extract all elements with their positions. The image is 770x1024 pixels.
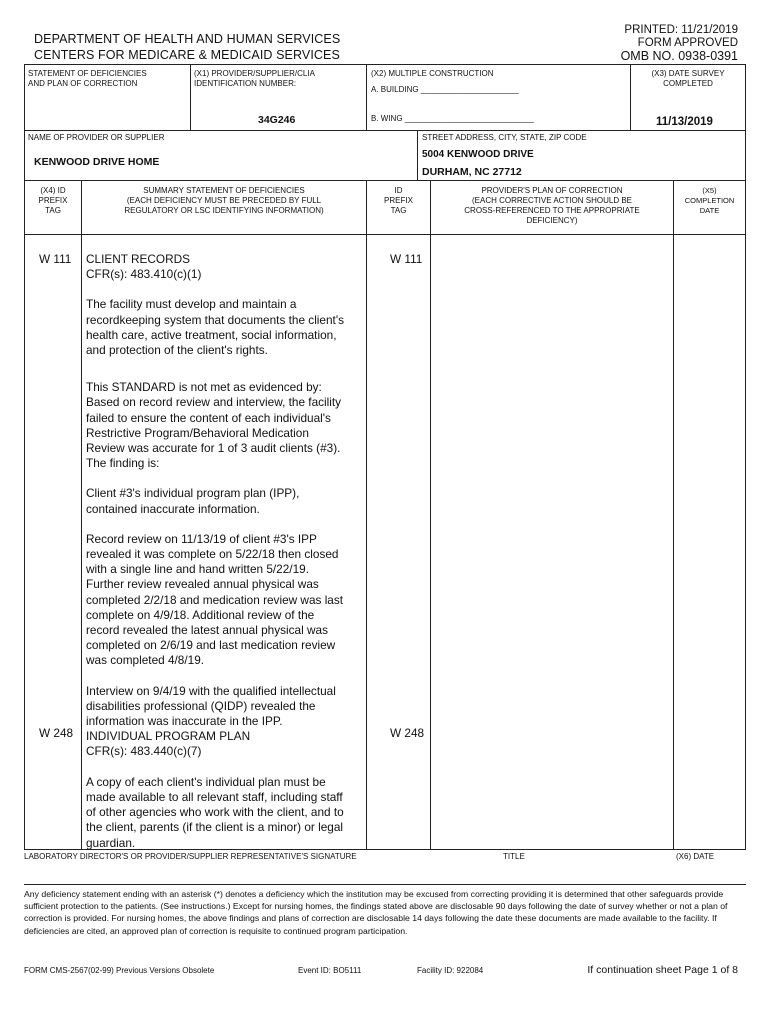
title-label: TITLE	[503, 852, 525, 861]
col-x5-header: (X5) COMPLETION DATE	[684, 186, 735, 215]
x1-label: (X1) PROVIDER/SUPPLIER/CLIA IDENTIFICATION NUMBER:	[194, 69, 315, 88]
provider-label: NAME OF PROVIDER OR SUPPLIER	[28, 133, 165, 142]
address-line-1: 5004 KENWOOD DRIVE	[422, 149, 534, 160]
w111-paragraph-4: Record review on 11/13/19 of client #3's IPP revealed it was complete on 5/22/18 then closed with a single line and hand written 5/22/19. Further review revealed annual physical was completed 2/2/18 and medication review was last complete on 4/9/18. Additional review of the record revealed the latest annual physical was completed on 2/6/19 and last medication review was completed 4/8/19.	[86, 531, 344, 668]
x2-building: A. BUILDING ______________________	[371, 85, 519, 94]
signature-label: LABORATORY DIRECTOR'S OR PROVIDER/SUPPLIER REPRESENTATIVE'S SIGNATURE	[24, 852, 357, 861]
rule-tag-col	[81, 180, 82, 849]
rule-id-row	[24, 130, 746, 131]
w248-title: INDIVIDUAL PROGRAM PLAN CFR(s): 483.440(c)(7)	[86, 729, 251, 759]
w111-title: CLIENT RECORDS CFR(s): 483.410(c)(1)	[86, 252, 202, 282]
x2-wing: B. WING _____________________________	[371, 114, 534, 123]
col-summary-header: SUMMARY STATEMENT OF DEFICIENCIES (EACH DEFICIENCY MUST BE PRECEDED BY FULL REGULATORY OR LSC IDENTIFYING INFORMATION)	[124, 186, 324, 215]
rule-top	[24, 64, 746, 65]
continuation-page: If continuation sheet Page 1 of 8	[587, 964, 738, 976]
x3-value: 11/13/2019	[656, 116, 713, 128]
col-plan-header: PROVIDER'S PLAN OF CORRECTION (EACH CORRECTIVE ACTION SHOULD BE CROSS-REFERENCED TO THE APPROPRIATE DEFICIENCY)	[464, 186, 640, 225]
rule-plan-col	[673, 180, 674, 849]
w111-paragraph-5: Interview on 9/4/19 with the qualified intellectual disabilities professional (QIDP) revealed the information was inaccurate in the IPP.	[86, 683, 336, 729]
rule-address	[417, 130, 418, 180]
w248-id-tag: W 248	[390, 726, 425, 740]
provider-value: KENWOOD DRIVE HOME	[34, 156, 160, 168]
department-heading	[34, 31, 340, 63]
x6-date-label: (X6) DATE	[676, 852, 715, 861]
col-x4-header: (X4) ID PREFIX TAG	[38, 186, 68, 215]
w111-paragraph-1: The facility must develop and maintain a recordkeeping system that documents the client's health care, active treatment, social information, and protection of the client's rights.	[86, 297, 344, 358]
summary-column	[86, 252, 366, 851]
w111-id-tag: W 111	[390, 252, 423, 266]
address-line-2: DURHAM, NC 27712	[422, 166, 522, 178]
rule-right	[745, 64, 746, 849]
rule-left	[24, 64, 25, 849]
event-id: Event ID: BO5111	[298, 966, 362, 975]
x2-label: (X2) MULTIPLE CONSTRUCTION	[371, 69, 494, 78]
rule-column-header	[24, 234, 746, 235]
facility-id: Facility ID: 922084	[417, 966, 484, 975]
omb-number: OMB NO. 0938-0391	[620, 49, 738, 63]
printed-date: PRINTED: 11/21/2019	[624, 24, 738, 36]
rule-x2	[366, 64, 367, 130]
w111-tag: W 111	[39, 252, 72, 266]
w111-paragraph-2: This STANDARD is not met as evidenced by: Based on record review and interview, the facility failed to ensure the content of each individual's Restrictive Program/Behavioral Medication Review was accurate for 1 of 3 audit clients (#3). The finding is:	[86, 380, 342, 471]
form-approved: FORM APPROVED	[637, 37, 738, 49]
deficiency-notice: Any deficiency statement ending with an asterisk (*) denotes a deficiency which the institution may be excused from correcting providing it is determined that other safeguards provide sufficient protection to the patients. (See instructions.) Except for nursing homes, the findings stated above are disclosable 90 days following the date of survey whether or not a plan of correction is provided. For nursing homes, the above findings and plans of correction are disclosable 14 days following the date these documents are made available to the facility. If deficiencies are cited, an approved plan of correction is requisite to continued program participation.	[24, 889, 728, 936]
rule-signature	[24, 884, 746, 885]
dept-line-2: CENTERS FOR MEDICARE & MEDICAID SERVICES	[34, 48, 340, 62]
w248-paragraph-1: A copy of each client's individual plan must be made available to all relevant staff, including staff of other agencies who work with the client, and to the client, parents (if the client is a minor) or legal guardian.	[86, 774, 344, 850]
rule-x3	[630, 64, 631, 130]
rule-provider-row	[24, 180, 746, 181]
rule-id-col	[430, 180, 431, 849]
col-id-header: ID PREFIX TAG	[384, 186, 413, 215]
x1-value: 34G246	[258, 114, 296, 126]
statement-label: STATEMENT OF DEFICIENCIES AND PLAN OF CORRECTION	[28, 69, 147, 88]
dept-line-1: DEPARTMENT OF HEALTH AND HUMAN SERVICES	[34, 32, 341, 46]
rule-summary-col	[366, 180, 367, 849]
address-label: STREET ADDRESS, CITY, STATE, ZIP CODE	[422, 133, 587, 142]
w248-tag: W 248	[39, 726, 74, 740]
x3-label: (X3) DATE SURVEY COMPLETED	[651, 69, 725, 88]
rule-x1	[190, 64, 191, 130]
w111-paragraph-3: Client #3's individual program plan (IPP), contained inaccurate information.	[86, 486, 300, 516]
form-id: FORM CMS-2567(02-99) Previous Versions Obsolete	[24, 966, 215, 975]
form-approval-block	[621, 24, 738, 63]
